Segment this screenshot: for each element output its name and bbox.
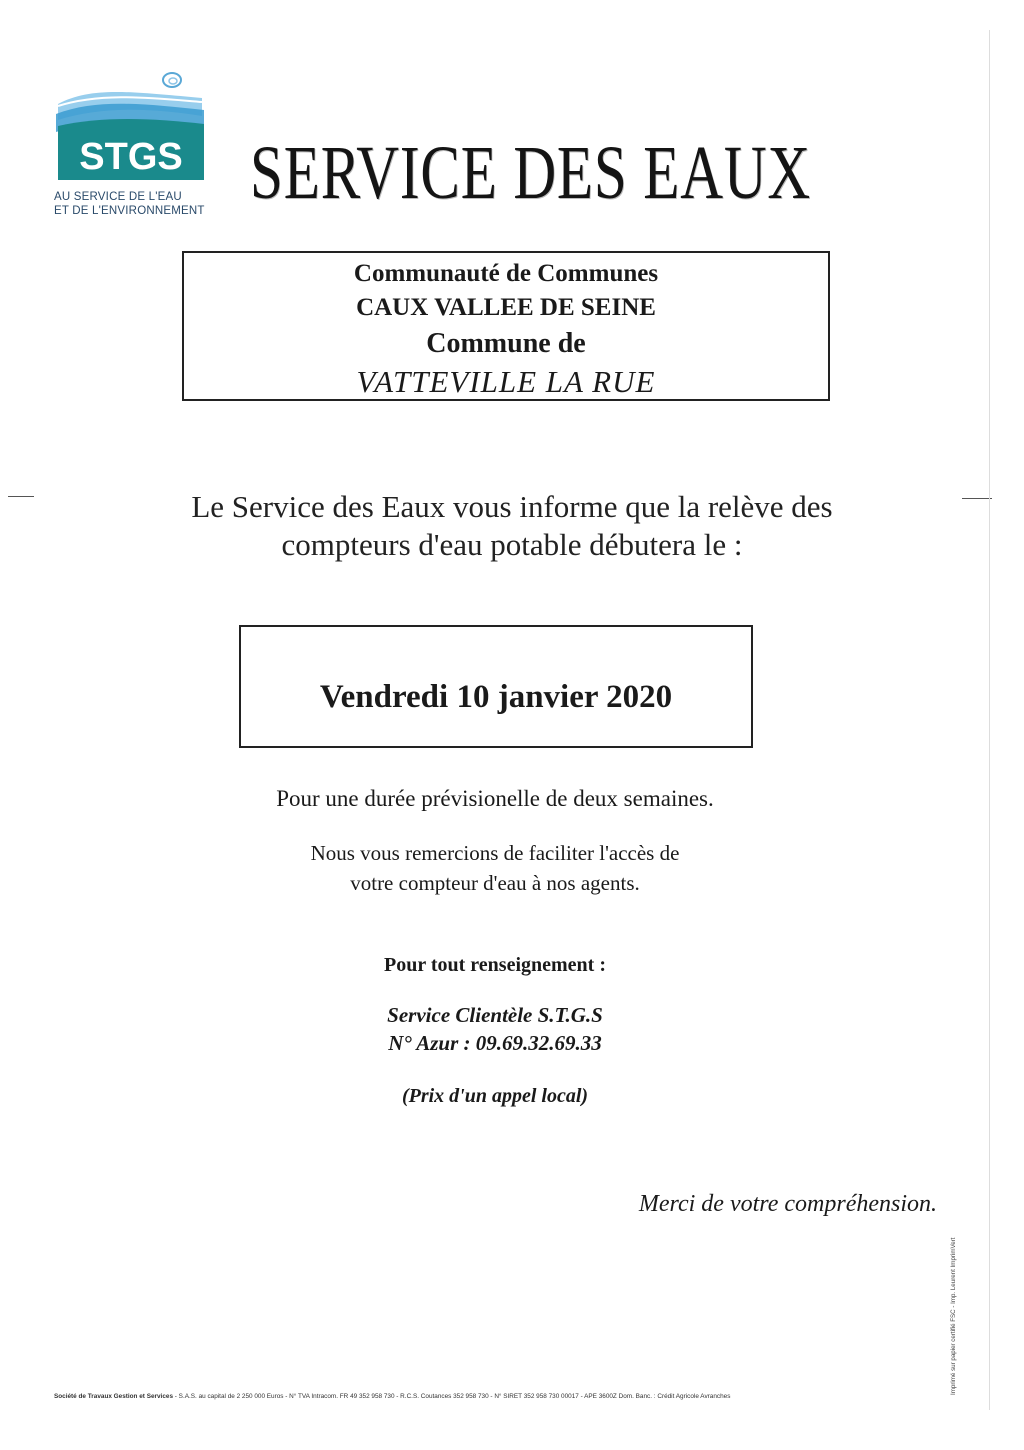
intro-line2: compteurs d'eau potable débutera le : bbox=[281, 527, 743, 562]
duration-text: Pour une durée prévisionelle de deux semaines. bbox=[276, 786, 714, 811]
page-edge-line bbox=[989, 30, 990, 1410]
scan-mark-left bbox=[8, 496, 34, 497]
intro-text bbox=[100, 488, 924, 564]
side-print-note: Imprimé sur papier certifié FSC - Imp. Leurent ImprimVert bbox=[950, 1237, 957, 1395]
start-date: Vendredi 10 janvier 2020 bbox=[319, 679, 673, 715]
commune-box bbox=[182, 251, 830, 401]
thanks-line1: Nous vous remercions de faciliter l'accès de bbox=[310, 841, 680, 865]
thanks-line2: votre compteur d'eau à nos agents. bbox=[350, 871, 640, 895]
commune-box-line3: Commune de bbox=[426, 328, 586, 359]
logo-tagline-line2: ET DE L'ENVIRONNEMENT bbox=[54, 205, 205, 217]
logo-graphic bbox=[52, 68, 212, 198]
logo-brand-text: STGS bbox=[79, 136, 183, 178]
logo-tagline bbox=[54, 190, 205, 218]
logo-tagline-line1: AU SERVICE DE L'EAU bbox=[54, 191, 182, 203]
contact-block bbox=[100, 1001, 890, 1057]
footer-details: - S.A.S. au capital de 2 250 000 Euros - N° TVA Intracom. FR 49 352 958 730 - R.C.S. Coutances 352 958 730 - N° SIRET 352 958 730 00017 - APE 3600Z Dom. Banc. : Crédit Agricole Avranches bbox=[173, 1393, 731, 1400]
contact-phone: N° Azur : 09.69.32.69.33 bbox=[388, 1031, 602, 1055]
info-heading: Pour tout renseignement : bbox=[383, 954, 606, 976]
contact-service: Service Clientèle S.T.G.S bbox=[387, 1003, 603, 1027]
price-note: (Prix d'un appel local) bbox=[401, 1085, 589, 1107]
thanks-text bbox=[100, 838, 890, 898]
start-date-box bbox=[239, 625, 753, 748]
commune-box-line1: Communauté de Communes bbox=[353, 260, 659, 287]
intro-line1: Le Service des Eaux vous informe que la relève des bbox=[191, 489, 833, 524]
commune-box-line4: VATTEVILLE LA RUE bbox=[356, 364, 656, 399]
commune-box-line2: CAUX VALLEE DE SEINE bbox=[356, 294, 656, 321]
page-title: SERVICE DES EAUX bbox=[250, 131, 812, 215]
closing-text: Merci de votre compréhension. bbox=[638, 1191, 937, 1217]
scan-mark-right bbox=[962, 498, 992, 499]
footer-company: Société de Travaux Gestion et Services bbox=[54, 1393, 173, 1400]
footer-legal bbox=[54, 1393, 954, 1401]
